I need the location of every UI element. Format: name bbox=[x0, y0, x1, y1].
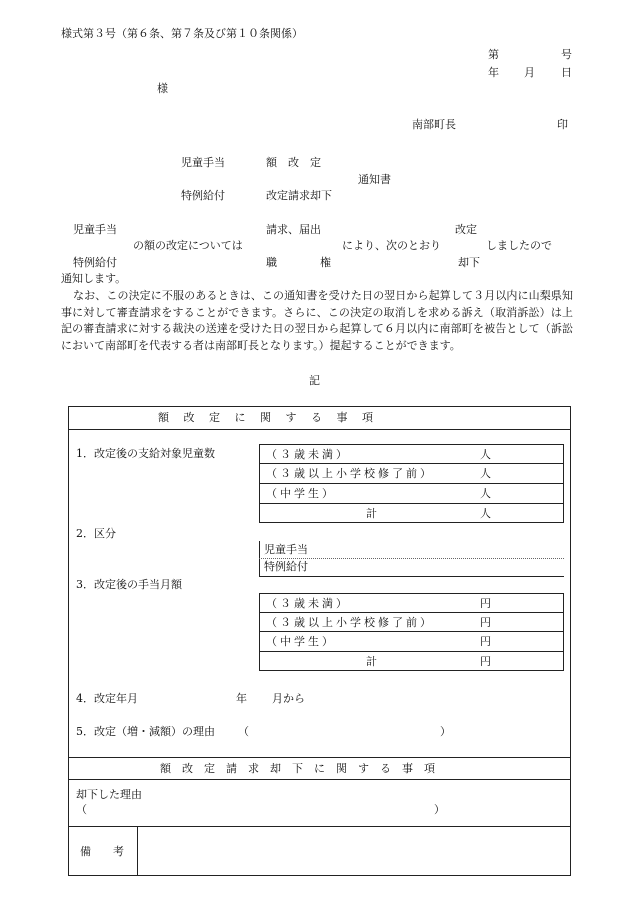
amount-row-3-to-primary-unit: 円 bbox=[480, 616, 491, 629]
amount-row-junior-high-unit: 円 bbox=[480, 635, 491, 648]
children-row-junior-high-unit: 人 bbox=[480, 487, 491, 500]
amount-total-label: 計 bbox=[366, 655, 377, 668]
amount-row-3-to-primary: （３歳以上小学校修了前） bbox=[266, 616, 434, 629]
amount-row-junior-high: （中学生） bbox=[266, 635, 336, 648]
children-row-3-to-primary: （３歳以上小学校修了前） bbox=[266, 467, 434, 480]
children-total-label: 計 bbox=[366, 507, 377, 520]
body-allowance-1: 児童手当 bbox=[73, 223, 117, 236]
divider bbox=[259, 651, 564, 652]
item4-month: 月から bbox=[272, 692, 305, 705]
divider bbox=[68, 779, 571, 780]
body-allowance-2: 特例給付 bbox=[73, 256, 117, 269]
body-notify: 通知します。 bbox=[61, 272, 127, 285]
issuer-name: 南部町長 bbox=[412, 118, 456, 131]
body-request: 請求、届出 bbox=[266, 223, 321, 236]
date-day: 日 bbox=[561, 66, 572, 79]
divider bbox=[259, 576, 564, 577]
form-number: 様式第３号（第６条、第７条及び第１０条関係） bbox=[61, 27, 303, 40]
seal-mark: 印 bbox=[557, 118, 568, 131]
divider bbox=[259, 503, 564, 504]
body-line2-a: の額の改定については bbox=[133, 239, 243, 252]
amount-total-unit: 円 bbox=[480, 655, 491, 668]
date-year: 年 bbox=[488, 66, 499, 79]
recipient-honorific: 様 bbox=[157, 82, 168, 95]
reject-close-paren: ） bbox=[434, 803, 445, 816]
category-special-benefit: 特例給付 bbox=[264, 560, 308, 573]
divider bbox=[259, 612, 564, 613]
item5-label: 5．改定（増・減額）の理由 bbox=[76, 725, 215, 738]
section1-title: 額改定に関する事項 bbox=[158, 411, 388, 424]
item4-year: 年 bbox=[236, 692, 247, 705]
divider bbox=[259, 483, 564, 484]
title-action-1: 額 改 定 bbox=[266, 156, 321, 169]
item3-label: 3．改定後の手当月額 bbox=[76, 578, 182, 591]
reject-reason-label: 却下した理由 bbox=[76, 788, 142, 801]
divider bbox=[259, 631, 564, 632]
ki-heading: 記 bbox=[309, 374, 320, 387]
title-allowance-2: 特例給付 bbox=[181, 189, 225, 202]
body-action-revise: 改定 bbox=[455, 223, 477, 236]
divider bbox=[259, 463, 564, 464]
remarks-label: 備 考 bbox=[80, 845, 124, 858]
children-total-unit: 人 bbox=[480, 507, 491, 520]
appeal-paragraph: なお、この決定に不服のあるときは、この通知書を受けた日の翌日から起算して３月以内に山梨県知事に対して審査請求をすることができます。さらに、この決定の取消しを求める訴え（取消訴訟）は上記の審査請求に対する裁決の送達を受けた日の翌日から起算して６月以内に南部町を被告として（訴訟において南部町を代表する者は南部町長となります。）提起することができます。 bbox=[61, 289, 573, 352]
divider bbox=[68, 757, 571, 758]
body-line2-c: しましたので bbox=[486, 239, 552, 252]
divider bbox=[68, 826, 571, 827]
children-row-under3: （３歳未満） bbox=[266, 448, 350, 461]
reject-open-paren: （ bbox=[76, 803, 87, 816]
category-child-allowance: 児童手当 bbox=[264, 543, 308, 556]
item2-label: 2．区分 bbox=[76, 527, 116, 540]
body-action-reject: 却下 bbox=[458, 256, 480, 269]
amount-row-under3-unit: 円 bbox=[480, 597, 491, 610]
amount-row-under3: （３歳未満） bbox=[266, 597, 350, 610]
item1-label: 1．改定後の支給対象児童数 bbox=[76, 447, 215, 460]
item4-label: 4．改定年月 bbox=[76, 692, 138, 705]
body-shoku: 職 bbox=[266, 256, 277, 269]
title-notice: 通知書 bbox=[358, 173, 391, 186]
children-row-3-to-primary-unit: 人 bbox=[480, 467, 491, 480]
children-row-under3-unit: 人 bbox=[480, 448, 491, 461]
title-allowance-1: 児童手当 bbox=[181, 156, 225, 169]
body-line2-b: により、次のとおり bbox=[342, 239, 441, 252]
body-ken: 権 bbox=[320, 256, 331, 269]
divider bbox=[259, 558, 564, 559]
divider bbox=[68, 429, 571, 430]
document-number-prefix: 第 bbox=[488, 48, 499, 61]
item5-close-paren: ） bbox=[440, 725, 451, 738]
date-month: 月 bbox=[524, 66, 535, 79]
divider bbox=[137, 826, 138, 876]
children-row-junior-high: （中学生） bbox=[266, 487, 336, 500]
item5-open-paren: （ bbox=[238, 725, 249, 738]
section2-title: 額改定請求却下に関する事項 bbox=[160, 762, 446, 775]
document-number-suffix: 号 bbox=[561, 48, 572, 61]
title-action-2: 改定請求却下 bbox=[266, 189, 332, 202]
